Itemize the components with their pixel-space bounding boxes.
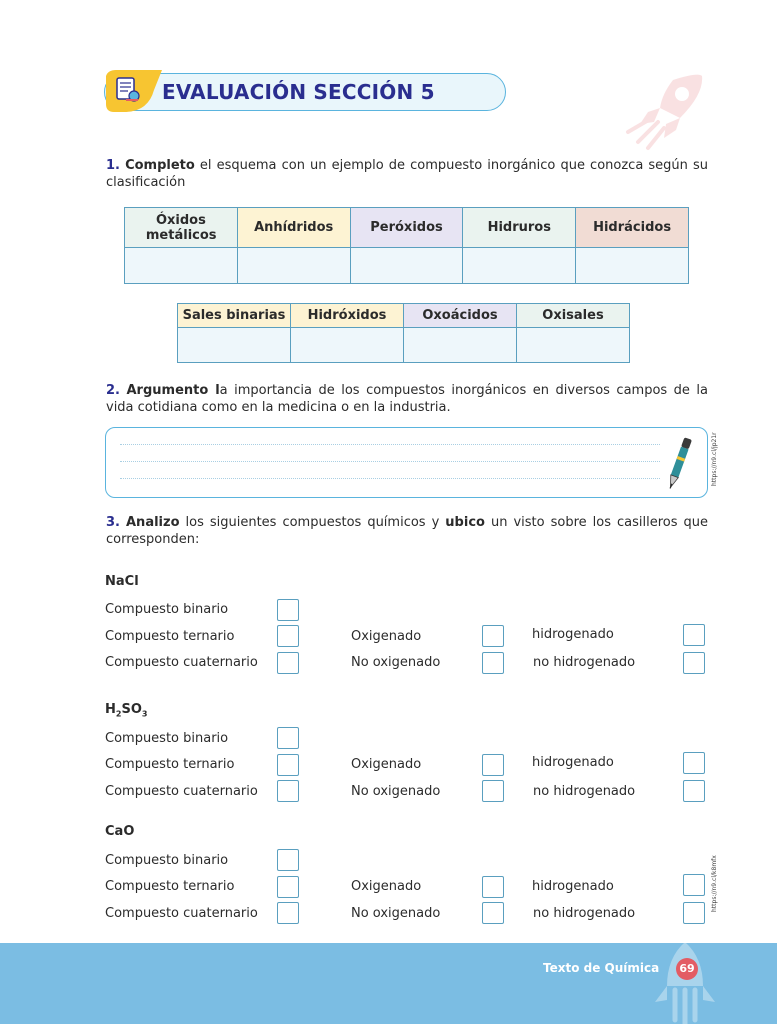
option-binario-label: Compuesto binario [105,853,229,868]
question-2-text: 2. Argumento la importancia de los compuestos inorgánicos en diversos campos de la vida cotidiana como en la medicina o en la industria. [106,383,709,415]
option-oxigenado-label: Oxigenado [351,879,422,894]
option-binario-label: Compuesto binario [105,602,229,617]
nacl-no-hidrogenado-checkbox[interactable] [683,652,705,674]
option-no-oxigenado-label: No oxigenado [351,655,441,670]
answer-cell-anhidridos[interactable] [237,248,350,284]
cao-oxigenado-checkbox[interactable] [482,876,504,898]
h2so3-oxigenado-checkbox[interactable] [482,754,504,776]
header-hidruros: Hidruros [463,208,576,248]
option-binario-label: Compuesto binario [105,731,229,746]
option-no-hidrogenado-label: no hidrogenado [533,784,636,799]
option-oxigenado-label: Oxigenado [351,757,422,772]
answer-textarea[interactable] [105,427,708,498]
answer-cell-peroxidos[interactable] [350,248,463,284]
cao-ternario-checkbox[interactable] [277,876,299,898]
h2so3-hidrogenado-checkbox[interactable] [683,752,705,774]
question-1-text: 1. Completo el esquema con un ejemplo de compuesto inorgánico que conozca según su clasificación [106,158,708,190]
book-title: Texto de Química [543,961,660,975]
option-oxigenado-label: Oxigenado [351,629,422,644]
answer-line [120,461,660,462]
nacl-no-oxigenado-checkbox[interactable] [482,652,504,674]
option-ternario-label: Compuesto ternario [105,629,235,644]
compound-h2so3: $H_2SO_3$ [105,702,148,719]
option-hidrogenado-label: hidrogenado [532,627,614,642]
answer-cell-hidroxidos[interactable] [291,328,404,363]
nacl-cuaternario-checkbox[interactable] [277,652,299,674]
header-sales-binarias: Sales binarias [178,304,291,328]
h2so3-binario-checkbox[interactable] [277,727,299,749]
evaluation-icon [104,70,164,112]
classification-table-2 [177,303,630,363]
answer-cell-sales-binarias[interactable] [178,328,291,363]
cao-no-hidrogenado-checkbox[interactable] [683,902,705,924]
answer-cell-oxoacidos[interactable] [404,328,517,363]
answer-cell-hidracidos[interactable] [576,248,689,284]
header-oxoacidos: Oxoácidos [404,304,517,328]
answer-cell-oxidos-metalicos[interactable] [125,248,238,284]
classification-table-1 [124,207,689,284]
answer-line [120,478,660,479]
pencil-icon [664,433,694,495]
resource-link[interactable]: https://n9.cl/k8mfx [711,855,718,912]
nacl-ternario-checkbox[interactable] [277,625,299,647]
header-peroxidos: Peróxidos [350,208,463,248]
page-number: 69 [676,958,698,980]
cao-no-oxigenado-checkbox[interactable] [482,902,504,924]
cao-hidrogenado-checkbox[interactable] [683,874,705,896]
option-cuaternario-label: Compuesto cuaternario [105,655,258,670]
header-hidracidos: Hidrácidos [576,208,689,248]
answer-cell-oxisales[interactable] [517,328,630,363]
nacl-oxigenado-checkbox[interactable] [482,625,504,647]
cao-binario-checkbox[interactable] [277,849,299,871]
nacl-binario-checkbox[interactable] [277,599,299,621]
option-no-hidrogenado-label: no hidrogenado [533,655,636,670]
option-hidrogenado-label: hidrogenado [532,755,614,770]
nacl-hidrogenado-checkbox[interactable] [683,624,705,646]
h2so3-cuaternario-checkbox[interactable] [277,780,299,802]
answer-line [120,444,660,445]
h2so3-ternario-checkbox[interactable] [277,754,299,776]
option-cuaternario-label: Compuesto cuaternario [105,784,258,799]
option-no-oxigenado-label: No oxigenado [351,906,441,921]
header-oxisales: Oxisales [517,304,630,328]
header-anhidridos: Anhídridos [237,208,350,248]
h2so3-no-oxigenado-checkbox[interactable] [482,780,504,802]
question-3-text: 3. Analizo los siguientes compuestos químicos y ubico un visto sobre los casilleros que corresponden: [106,515,708,547]
rocket-icon [618,72,708,152]
rocket-icon [645,940,725,1024]
header-hidroxidos: Hidróxidos [291,304,404,328]
option-no-oxigenado-label: No oxigenado [351,784,441,799]
option-ternario-label: Compuesto ternario [105,757,235,772]
page-title: EVALUACIÓN SECCIÓN 5 [162,80,435,104]
answer-cell-hidruros[interactable] [463,248,576,284]
resource-link[interactable]: https://n9.cl/jp21r [711,432,718,486]
compound-nacl: NaCl [105,574,139,589]
header-oxidos-metalicos: Óxidos metálicos [125,208,238,248]
option-ternario-label: Compuesto ternario [105,879,235,894]
compound-cao: CaO [105,824,135,839]
option-hidrogenado-label: hidrogenado [532,879,614,894]
h2so3-no-hidrogenado-checkbox[interactable] [683,780,705,802]
option-cuaternario-label: Compuesto cuaternario [105,906,258,921]
cao-cuaternario-checkbox[interactable] [277,902,299,924]
option-no-hidrogenado-label: no hidrogenado [533,906,636,921]
